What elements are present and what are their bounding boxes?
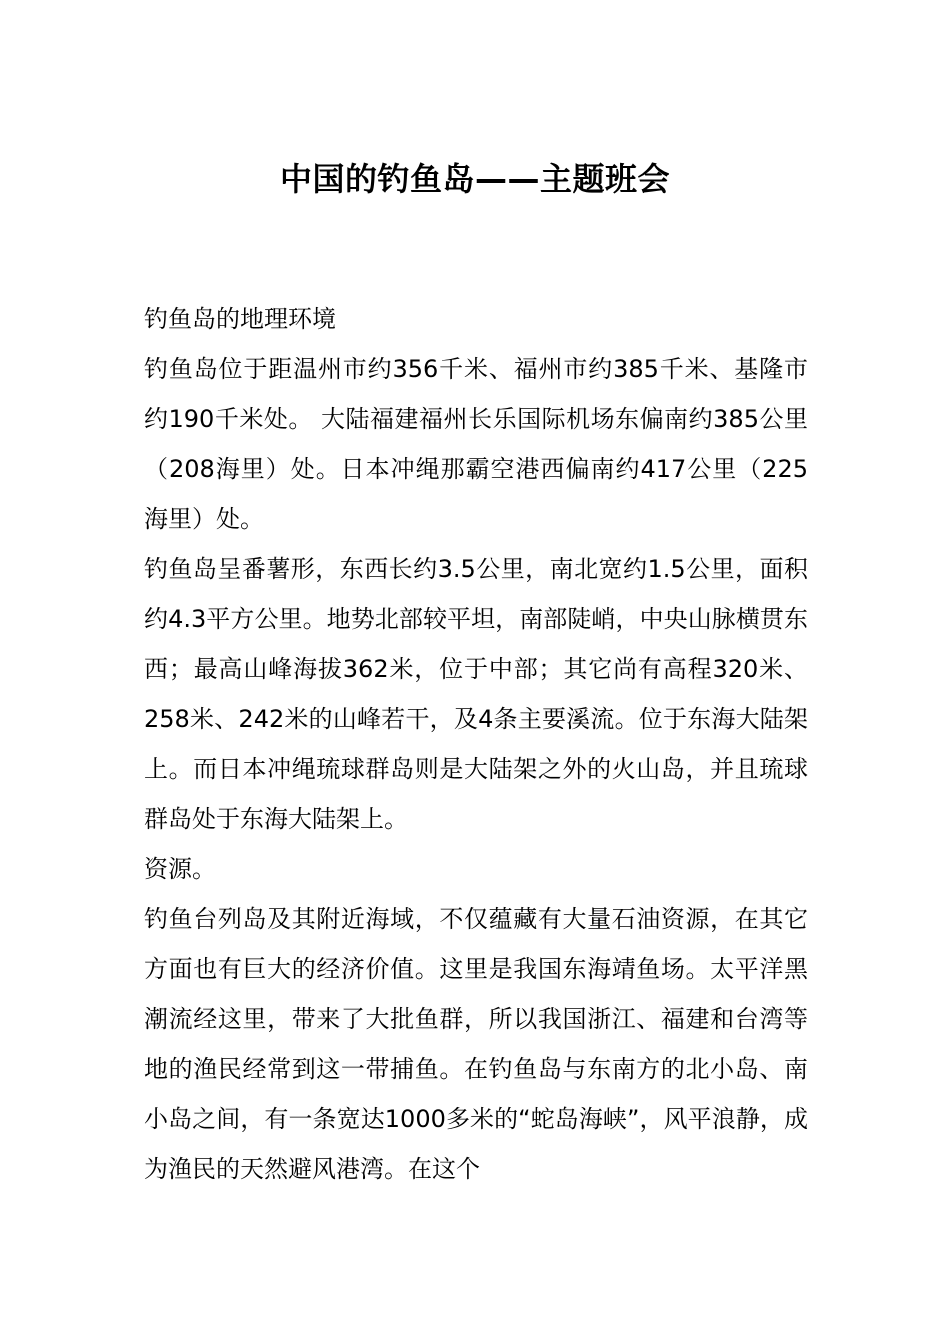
section-heading-resources: 资源。 [144,855,216,883]
paragraph-location: 钓鱼岛位于距温州市约356千米、福州市约385千米、基隆市约190千米处。 大陆福建福州长乐国际机场东偏南约385公里（208海里）处。日本冲绳那霸空港西偏南约417公里（225海里）处。 [144,355,808,533]
paragraph-resources: 钓鱼台列岛及其附近海域，不仅蕴藏有大量石油资源，在其它方面也有巨大的经济价值。这里是我国东海靖鱼场。太平洋黑潮流经这里，带来了大批鱼群，所以我国浙江、福建和台湾等地的渔民经常到这一带捕鱼。在钓鱼岛与东南方的北小岛、南小岛之间，有一条宽达1000多米的“蛇岛海峡”，风平浪静，成为渔民的天然避风港湾。在这个 [144,905,808,1183]
document-body [144,294,808,1194]
document-title: 中国的钓鱼岛——主题班会 [279,160,670,198]
section-heading-geography: 钓鱼岛的地理环境 [144,305,336,333]
paragraph-terrain: 钓鱼岛呈番薯形，东西长约3.5公里，南北宽约1.5公里，面积约4.3平方公里。地势北部较平坦，南部陡峭，中央山脉横贯东西；最高山峰海拔362米，位于中部；其它尚有高程320米、258米、242米的山峰若干，及4条主要溪流。位于东海大陆架上。而日本冲绳琉球群岛则是大陆架之外的火山岛，并且琉球群岛处于东海大陆架上。 [144,555,808,833]
